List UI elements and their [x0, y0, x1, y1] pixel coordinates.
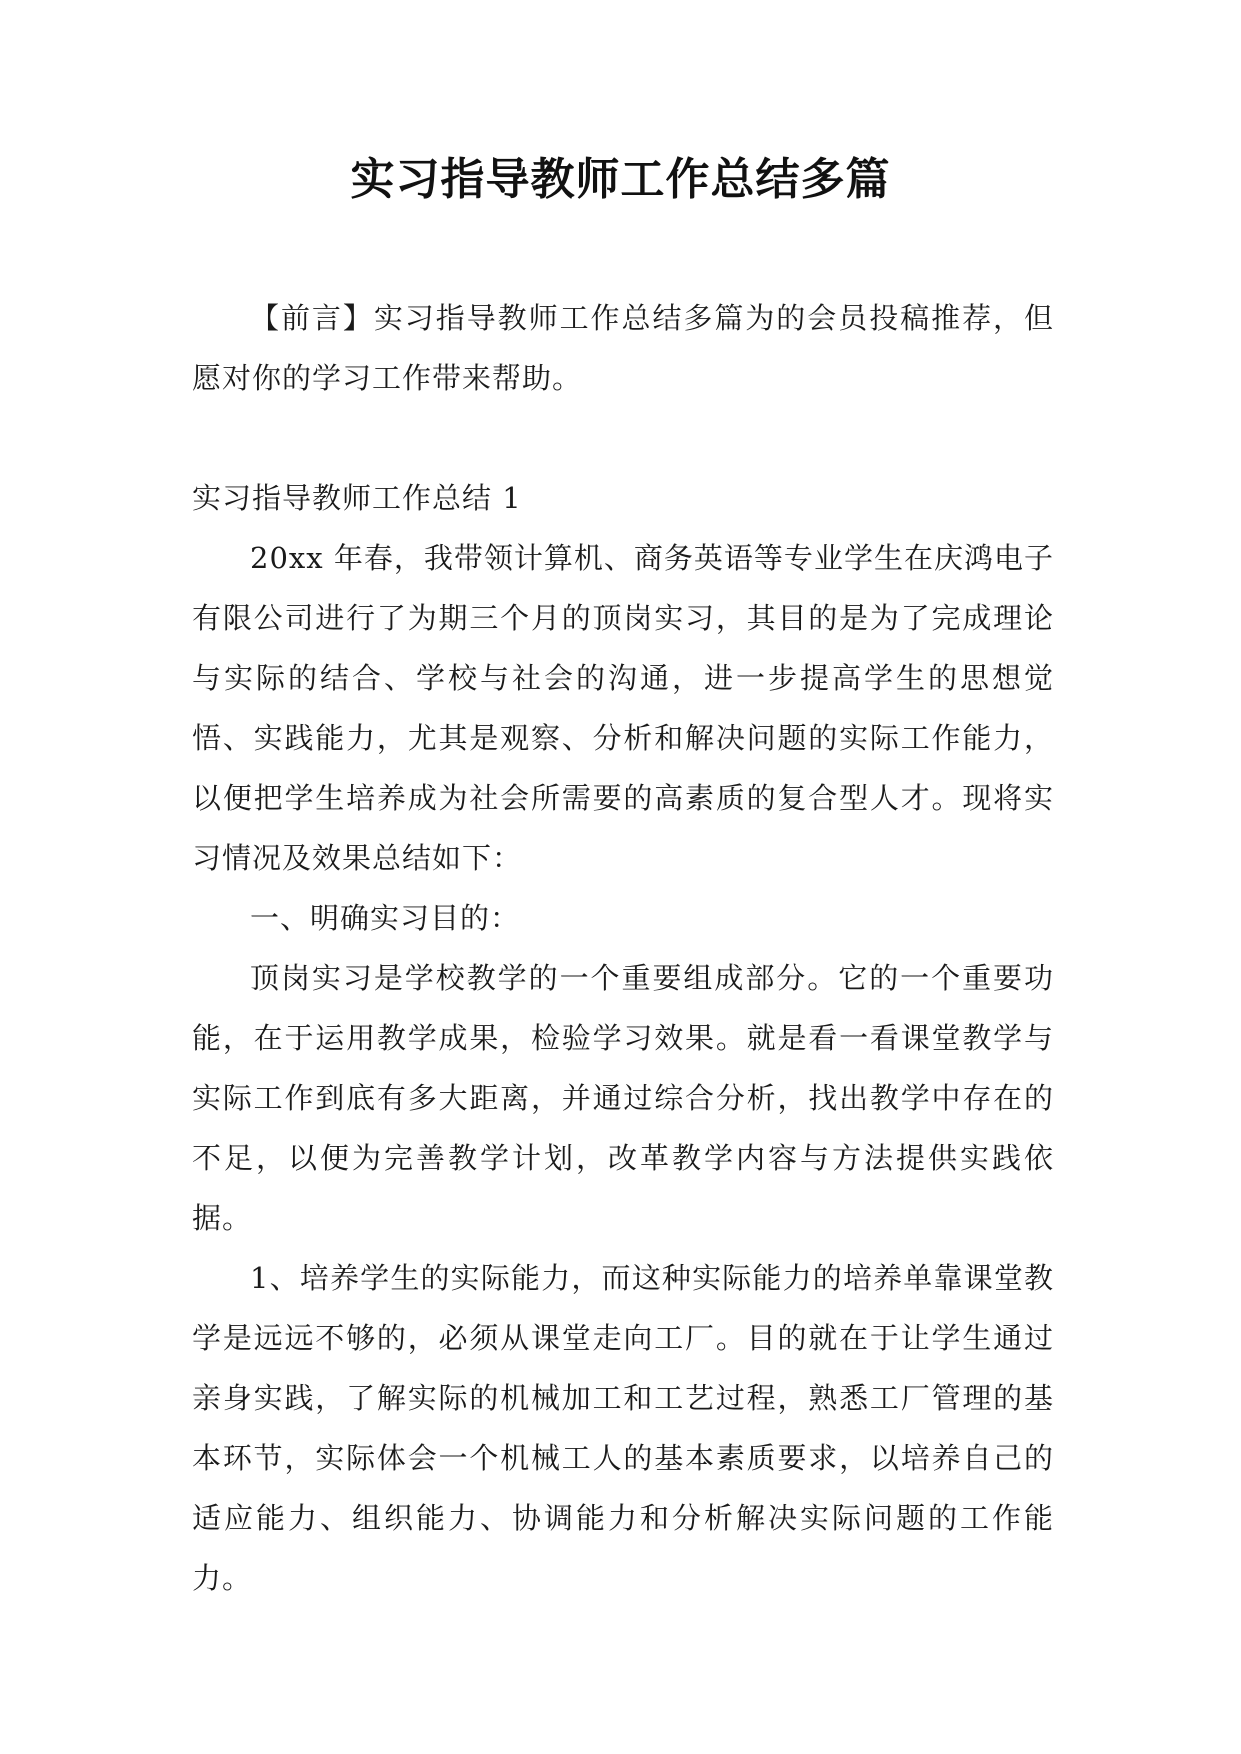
document-title: 实习指导教师工作总结多篇 — [350, 154, 891, 205]
body-paragraph-1: 20xx 年春，我带领计算机、商务英语等专业学生在庆鸿电子有限公司进行了为期三个月的顶岗实习，其目的是为了完成理论与实际的结合、学校与社会的沟通，进一步提高学生的思想觉悟、实践能力，尤其是观察、分析和解决问题的实际工作能力，以便把学生培养成为社会所需要的高素质的复合型人才。现将实习情况及效果总结如下： — [192, 541, 1054, 875]
section-gap — [192, 408, 1054, 468]
body-paragraph-4: 1、培养学生的实际能力，而这种实际能力的培养单靠课堂教学是远远不够的，必须从课堂走向工厂。目的就在于让学生通过亲身实践，了解实际的机械加工和工艺过程，熟悉工厂管理的基本环节，实际体会一个机械工人的基本素质要求，以培养自己的适应能力、组织能力、协调能力和分析解决实际问题的工作能力。 — [192, 1261, 1054, 1595]
document-body — [192, 288, 1054, 1608]
preface-paragraph: 【前言】实习指导教师工作总结多篇为的会员投稿推荐，但愿对你的学习工作带来帮助。 — [192, 301, 1054, 395]
body-paragraph-3: 顶岗实习是学校教学的一个重要组成部分。它的一个重要功能，在于运用教学成果，检验学习效果。就是看一看课堂教学与实际工作到底有多大距离，并通过综合分析，找出教学中存在的不足，以便为完善教学计划，改革教学内容与方法提供实践依据。 — [192, 961, 1054, 1235]
body-paragraph-2: 一、明确实习目的： — [250, 901, 521, 935]
section-heading: 实习指导教师工作总结 1 — [192, 481, 522, 515]
